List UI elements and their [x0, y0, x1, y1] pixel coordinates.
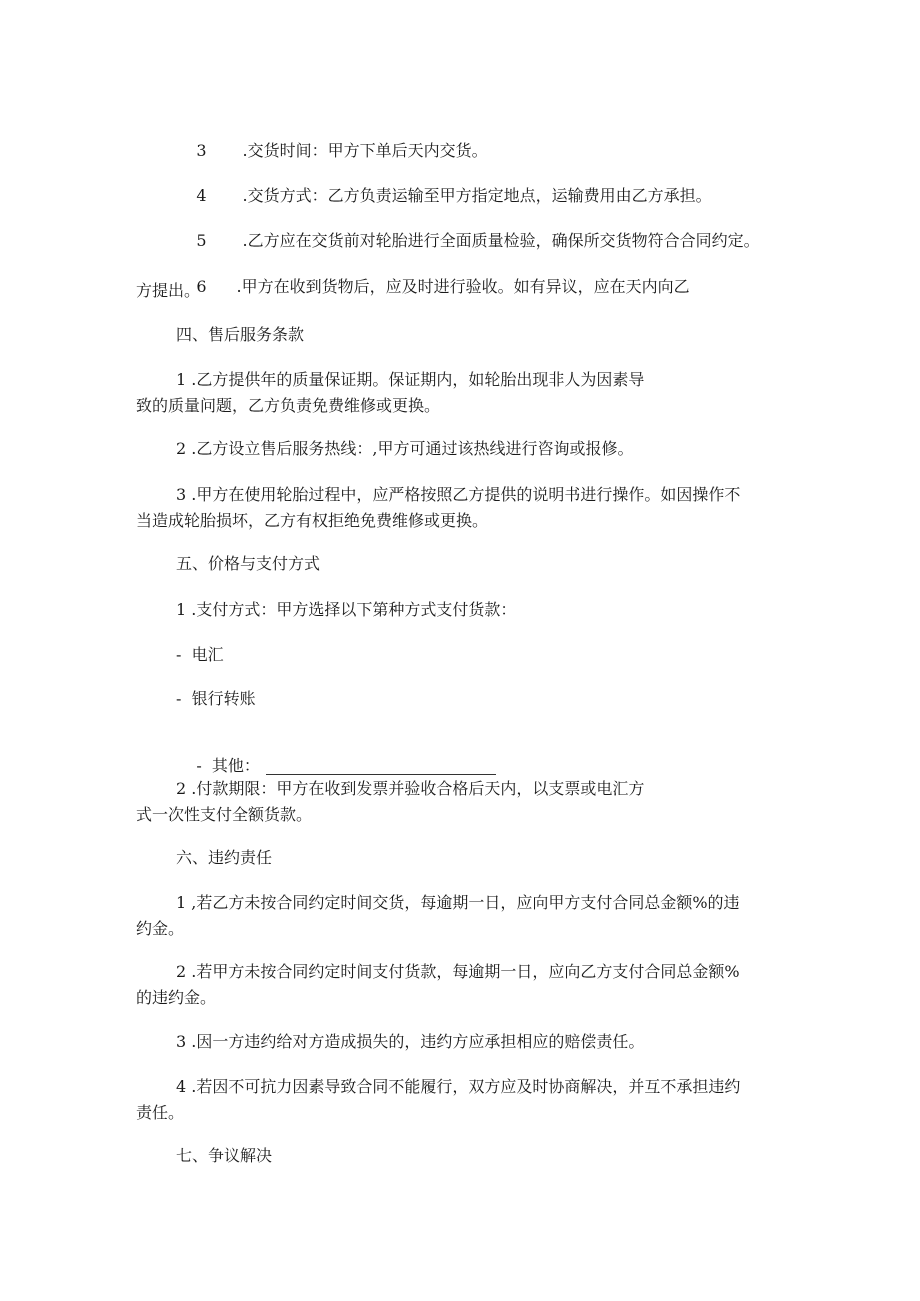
payment-option-bank: - 银行转账 — [176, 689, 256, 708]
s4-paragraph-1-cont: 致的质量问题，乙方负责免费维修或更换。 — [136, 396, 441, 415]
clause-number: 3 — [196, 141, 207, 160]
clause-text: .交货方式：乙方负责运输至甲方指定地点，运输费用由乙方承担。 — [242, 186, 712, 205]
s6-paragraph-1: 1 ,若乙方未按合同约定时间交货，每逾期一日，应向甲方支付合同总金额%的违 — [176, 893, 740, 912]
s6-paragraph-1-cont: 约金。 — [136, 919, 185, 938]
s6-paragraph-4: 4 .若因不可抗力因素导致合同不能履行，双方应及时协商解决，并互不承担违约 — [176, 1077, 741, 1096]
clause-4 — [176, 163, 712, 205]
payment-option-other — [176, 733, 496, 775]
s4-paragraph-3-cont: 当造成轮胎损坏，乙方有权拒绝免费维修或更换。 — [136, 511, 489, 530]
section-7-heading: 七、争议解决 — [176, 1146, 273, 1165]
s6-paragraph-2: 2 .若甲方未按合同约定时间支付货款，每逾期一日，应向乙方支付合同总金额% — [176, 962, 740, 981]
s4-paragraph-2: 2 .乙方设立售后服务热线：,甲方可通过该热线进行咨询或报修。 — [176, 439, 634, 458]
clause-6 — [176, 254, 690, 296]
s5-paragraph-1: 1 .支付方式：甲方选择以下第种方式支付货款： — [176, 600, 517, 619]
clause-number: 4 — [196, 186, 207, 205]
clause-text: .交货时间：甲方下单后天内交货。 — [242, 141, 488, 160]
clause-6-continuation: 方提出。 — [136, 281, 201, 300]
s4-paragraph-1: 1 .乙方提供年的质量保证期。保证期内，如轮胎出现非人为因素导 — [176, 370, 645, 389]
s6-paragraph-4-cont: 责任。 — [136, 1103, 185, 1122]
clause-text: .乙方应在交货前对轮胎进行全面质量检验，确保所交货物符合合同约定。 — [242, 231, 760, 250]
payment-option-wire: - 电汇 — [176, 645, 224, 664]
clause-5 — [176, 208, 760, 250]
section-4-heading: 四、售后服务条款 — [176, 325, 305, 344]
fill-in-blank[interactable] — [266, 773, 496, 775]
s6-paragraph-2-cont: 的违约金。 — [136, 988, 217, 1007]
s5-paragraph-2-cont: 式一次性支付全额货款。 — [136, 805, 313, 824]
clause-3 — [176, 118, 488, 160]
section-5-heading: 五、价格与支付方式 — [176, 554, 321, 573]
s6-paragraph-3: 3 .因一方违约给对方造成损失的，违约方应承担相应的赔偿责任。 — [176, 1032, 645, 1051]
clause-number: 6 — [196, 277, 207, 296]
s5-paragraph-2: 2 .付款期限：甲方在收到发票并验收合格后天内，以支票或电汇方 — [176, 779, 645, 798]
s4-paragraph-3: 3 .甲方在使用轮胎过程中，应严格按照乙方提供的说明书进行操作。如因操作不 — [176, 485, 741, 504]
clause-number: 5 — [196, 231, 207, 250]
clause-text: .甲方在收到货物后，应及时进行验收。如有异议，应在天内向乙 — [236, 277, 690, 296]
payment-option-other-label: - 其他： — [196, 756, 260, 775]
section-6-heading: 六、违约责任 — [176, 848, 273, 867]
